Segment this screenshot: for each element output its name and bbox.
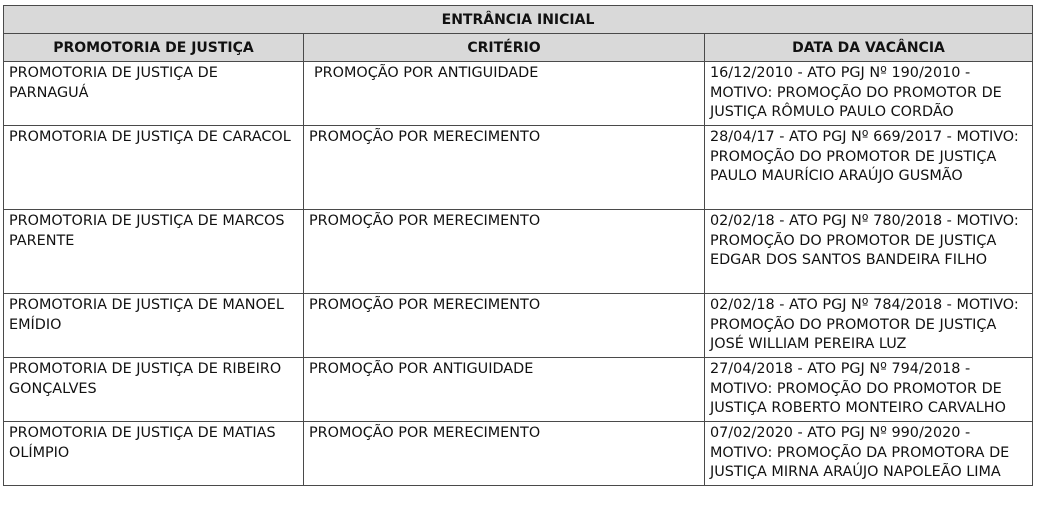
cell-criterio: PROMOÇÃO POR MERECIMENTO — [304, 422, 705, 486]
cell-criterio: PROMOÇÃO POR MERECIMENTO — [304, 294, 705, 358]
cell-data-vacancia: 16/12/2010 - ATO PGJ Nº 190/2010 - MOTIVO: PROMOÇÃO DO PROMOTOR DE JUSTIÇA RÔMULO PAULO CORDÃO — [705, 62, 1033, 126]
table-row — [4, 422, 1033, 486]
cell-promotoria: PROMOTORIA DE JUSTIÇA DE MANOEL EMÍDIO — [4, 294, 304, 358]
cell-promotoria: PROMOTORIA DE JUSTIÇA DE MATIAS OLÍMPIO — [4, 422, 304, 486]
table-title-row — [4, 6, 1033, 34]
column-header-criterio: CRITÉRIO — [304, 34, 705, 62]
table-row — [4, 126, 1033, 210]
cell-promotoria: PROMOTORIA DE JUSTIÇA DE PARNAGUÁ — [4, 62, 304, 126]
cell-data-vacancia: 07/02/2020 - ATO PGJ Nº 990/2020 - MOTIVO: PROMOÇÃO DA PROMOTORA DE JUSTIÇA MIRNA ARAÚJO NAPOLEÃO LIMA — [705, 422, 1033, 486]
table-row — [4, 210, 1033, 294]
table-title: ENTRÂNCIA INICIAL — [4, 6, 1033, 34]
vacancy-table — [3, 5, 1033, 486]
table-row — [4, 294, 1033, 358]
cell-promotoria: PROMOTORIA DE JUSTIÇA DE RIBEIRO GONÇALVES — [4, 358, 304, 422]
cell-criterio: PROMOÇÃO POR MERECIMENTO — [304, 210, 705, 294]
cell-data-vacancia: 28/04/17 - ATO PGJ Nº 669/2017 - MOTIVO: PROMOÇÃO DO PROMOTOR DE JUSTIÇA PAULO MAURÍCIO ARAÚJO GUSMÃO — [705, 126, 1033, 210]
table-header-row — [4, 34, 1033, 62]
cell-criterio: PROMOÇÃO POR MERECIMENTO — [304, 126, 705, 210]
vacancy-table-container — [3, 5, 1032, 486]
table-row — [4, 358, 1033, 422]
cell-criterio: PROMOÇÃO POR ANTIGUIDADE — [304, 358, 705, 422]
cell-promotoria: PROMOTORIA DE JUSTIÇA DE CARACOL — [4, 126, 304, 210]
cell-data-vacancia: 27/04/2018 - ATO PGJ Nº 794/2018 - MOTIVO: PROMOÇÃO DO PROMOTOR DE JUSTIÇA ROBERTO MONTEIRO CARVALHO — [705, 358, 1033, 422]
cell-data-vacancia: 02/02/18 - ATO PGJ Nº 780/2018 - MOTIVO: PROMOÇÃO DO PROMOTOR DE JUSTIÇA EDGAR DOS SANTOS BANDEIRA FILHO — [705, 210, 1033, 294]
cell-promotoria: PROMOTORIA DE JUSTIÇA DE MARCOS PARENTE — [4, 210, 304, 294]
cell-criterio: PROMOÇÃO POR ANTIGUIDADE — [304, 62, 705, 126]
table-row — [4, 62, 1033, 126]
cell-data-vacancia: 02/02/18 - ATO PGJ Nº 784/2018 - MOTIVO: PROMOÇÃO DO PROMOTOR DE JUSTIÇA JOSÉ WILLIAM PEREIRA LUZ — [705, 294, 1033, 358]
column-header-promotoria: PROMOTORIA DE JUSTIÇA — [4, 34, 304, 62]
column-header-data-vacancia: DATA DA VACÂNCIA — [705, 34, 1033, 62]
